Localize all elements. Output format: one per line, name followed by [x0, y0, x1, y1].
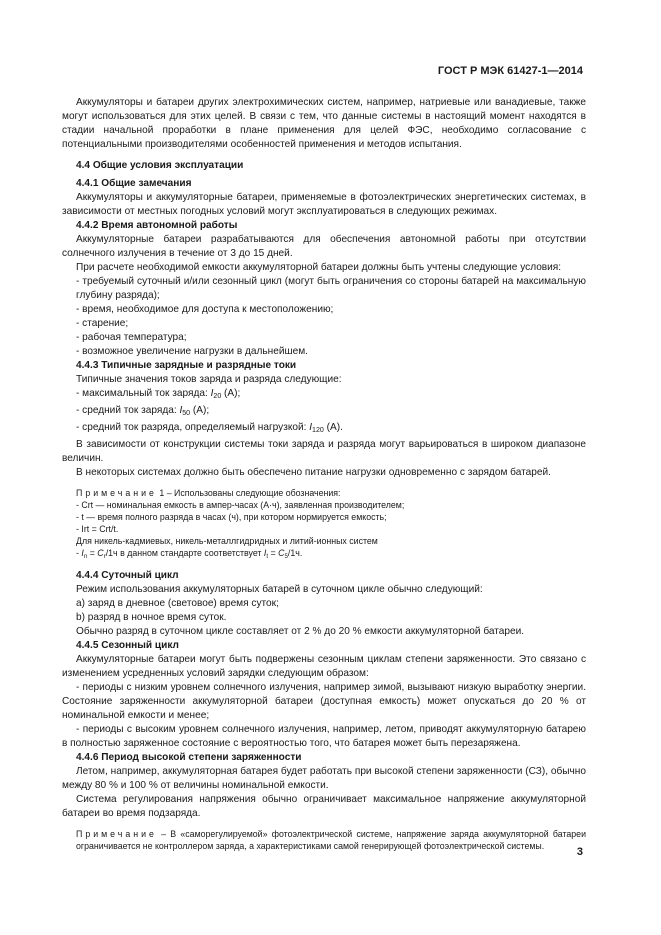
formula-subscript: n: [83, 553, 88, 560]
list-item-text: - средний ток разряда, определяемый нагрузкой:: [76, 422, 310, 433]
list-item: - старение;: [76, 318, 129, 329]
standard-designation: ГОСТ Р МЭК 61427-1—2014: [437, 65, 583, 77]
section-4-4-3-paragraph: В некоторых системах должно быть обеспечено питание нагрузки одновременно с зарядом батарей.: [76, 467, 551, 478]
section-4-4-2-heading: 4.4.2 Время автономной работы: [76, 220, 238, 231]
current-subscript: 20: [213, 393, 222, 400]
page-number: 3: [576, 846, 583, 858]
list-item-tail: (A);: [190, 405, 210, 416]
list-item: - периоды с низким уровнем солнечного излучения, например зимой, вызывают низкую выработку энергии. Состояние заряженности аккумуляторной батареи (доступная емкость) может опускаться до 20 % от номинальной емкости и менее;: [62, 682, 586, 721]
section-4-4-heading: 4.4 Общие условия эксплуатации: [76, 160, 244, 171]
intro-paragraph: Аккумуляторы и батареи других электрохимических систем, например, натриевые или ванадиевые, также могут использоваться для этих целей. В связи с тем, что данные системы в настоящий момент находятся в стадии начальной проработки в плане применения для целей ФЭС, необходимо согласование с потенциальными производителями особенностей применения и методов испытания.: [62, 97, 586, 150]
current-symbol: I: [210, 388, 214, 399]
formula-subscript: t: [266, 553, 269, 560]
formula-subscript: 5: [284, 553, 288, 560]
formula-part: -: [76, 548, 82, 558]
section-4-4-4-heading: 4.4.4 Суточный цикл: [76, 570, 179, 581]
section-4-4-3-heading: 4.4.3 Типичные зарядные и разрядные токи: [76, 360, 297, 371]
note-line: - t — время полного разряда в часах (ч), при котором нормируется емкость;: [76, 512, 387, 522]
section-4-4-6-paragraph: Летом, например, аккумуляторная батарея будет работать при высокой степени заряженности (СЗ), обычно между 80 % и 100 % от величины номинальной емкости.: [62, 766, 586, 791]
note-text: [76, 828, 586, 852]
note-title-text: 1 – Использованы следующие обозначения:: [156, 488, 341, 498]
current-subscript: 50: [182, 410, 191, 417]
list-item: b) разряд в ночное время суток.: [76, 612, 227, 623]
list-item-tail: (A);: [221, 388, 241, 399]
section-4-4-2-paragraph: При расчете необходимой емкости аккумуляторной батареи должны быть учтены следующие условия:: [76, 262, 562, 273]
document-body: [62, 96, 586, 858]
note-line: - Crt — номинальная емкость в ампер-часах (А·ч), заявленная производителем;: [76, 500, 405, 510]
formula-part: /1ч в данном стандарте соответствует: [105, 548, 264, 558]
note-line: - Irt = Crt/t.: [76, 524, 119, 534]
note-line: [76, 547, 586, 563]
note-body: – В «саморегулируемой» фотоэлектрической системе, напряжение заряда аккумуляторной батареи ограничивается не контроллером заряда, а характеристиками самой генерирующей фотоэлектрической системы.: [76, 829, 586, 851]
list-item: - требуемый суточный и/или сезонный цикл (могут быть ограничения со стороны батарей на максимальную глубину разряда);: [76, 276, 586, 301]
list-item: - рабочая температура;: [76, 332, 187, 343]
note-label: Примечание: [76, 488, 157, 498]
section-4-4-6-heading: 4.4.6 Период высокой степени заряженности: [76, 752, 302, 763]
list-item: [62, 421, 586, 438]
formula-part: C: [278, 548, 285, 558]
note-1: [62, 487, 586, 563]
section-4-4-1-heading: 4.4.1 Общие замечания: [76, 178, 192, 189]
section-4-4-1-paragraph: Аккумуляторы и аккумуляторные батареи, применяемые в фотоэлектрических энергетических системах, в зависимости от местных погодных условий могут эксплуатироваться в следующих режимах.: [62, 192, 586, 217]
current-symbol: I: [179, 405, 183, 416]
formula-part: =: [87, 548, 98, 558]
list-item-text: - максимальный ток заряда:: [76, 388, 211, 399]
formula-part: I: [263, 548, 267, 558]
current-subscript: 120: [312, 427, 324, 434]
list-item: - время, необходимое для доступа к местоположению;: [76, 304, 334, 315]
note-2: [62, 828, 586, 852]
list-item: - возможное увеличение нагрузки в дальнейшем.: [76, 346, 308, 357]
current-symbol: I: [309, 422, 313, 433]
formula-part: /1ч.: [287, 548, 303, 558]
list-item: [62, 387, 586, 404]
section-4-4-4-paragraph: Обычно разряд в суточном цикле составляет от 2 % до 20 % емкости аккумуляторной батареи.: [76, 626, 525, 637]
section-4-4-3-paragraph: Типичные значения токов заряда и разряда следующие:: [76, 374, 342, 385]
section-4-4-5-heading: 4.4.5 Сезонный цикл: [76, 640, 179, 651]
section-4-4-4-paragraph: Режим использования аккумуляторных батарей в суточном цикле обычно следующий:: [76, 584, 483, 595]
note-line: Для никель-кадмиевых, никель-металлгидридных и литий-ионных систем: [76, 536, 378, 546]
formula-part: C: [97, 548, 104, 558]
list-item-tail: (A).: [323, 422, 343, 433]
formula-part: =: [268, 548, 279, 558]
list-item: а) заряд в дневное (световое) время суток;: [76, 598, 279, 609]
list-item-text: - средний ток заряда:: [76, 405, 180, 416]
note-label: Примечание: [76, 829, 157, 839]
note-title: [76, 487, 586, 499]
section-4-4-3-paragraph: В зависимости от конструкции системы токи заряда и разряда могут варьироваться в широком диапазоне величин.: [62, 439, 586, 464]
list-item: - периоды с высоким уровнем солнечного излучения, например, летом, приводят аккумуляторную батарею в полностью заряженное состояние с вероятностью того, что батарея может быть перезаряжена.: [62, 724, 586, 749]
section-4-4-6-paragraph: Система регулирования напряжения обычно ограничивает максимальное напряжение аккумуляторной батареи во время подзаряда.: [62, 794, 586, 819]
formula-subscript: r: [103, 553, 106, 560]
formula-part: I: [81, 548, 84, 558]
list-item: [62, 404, 586, 421]
section-4-4-5-paragraph: Аккумуляторные батареи могут быть подвержены сезонным циклам степени заряженности. Это связано с изменением усредненных условий зарядки следующим образом:: [62, 654, 586, 679]
section-4-4-2-paragraph: Аккумуляторные батареи разрабатываются для обеспечения автономной работы при отсутствии солнечного излучения в течение от 3 до 15 дней.: [62, 234, 586, 259]
